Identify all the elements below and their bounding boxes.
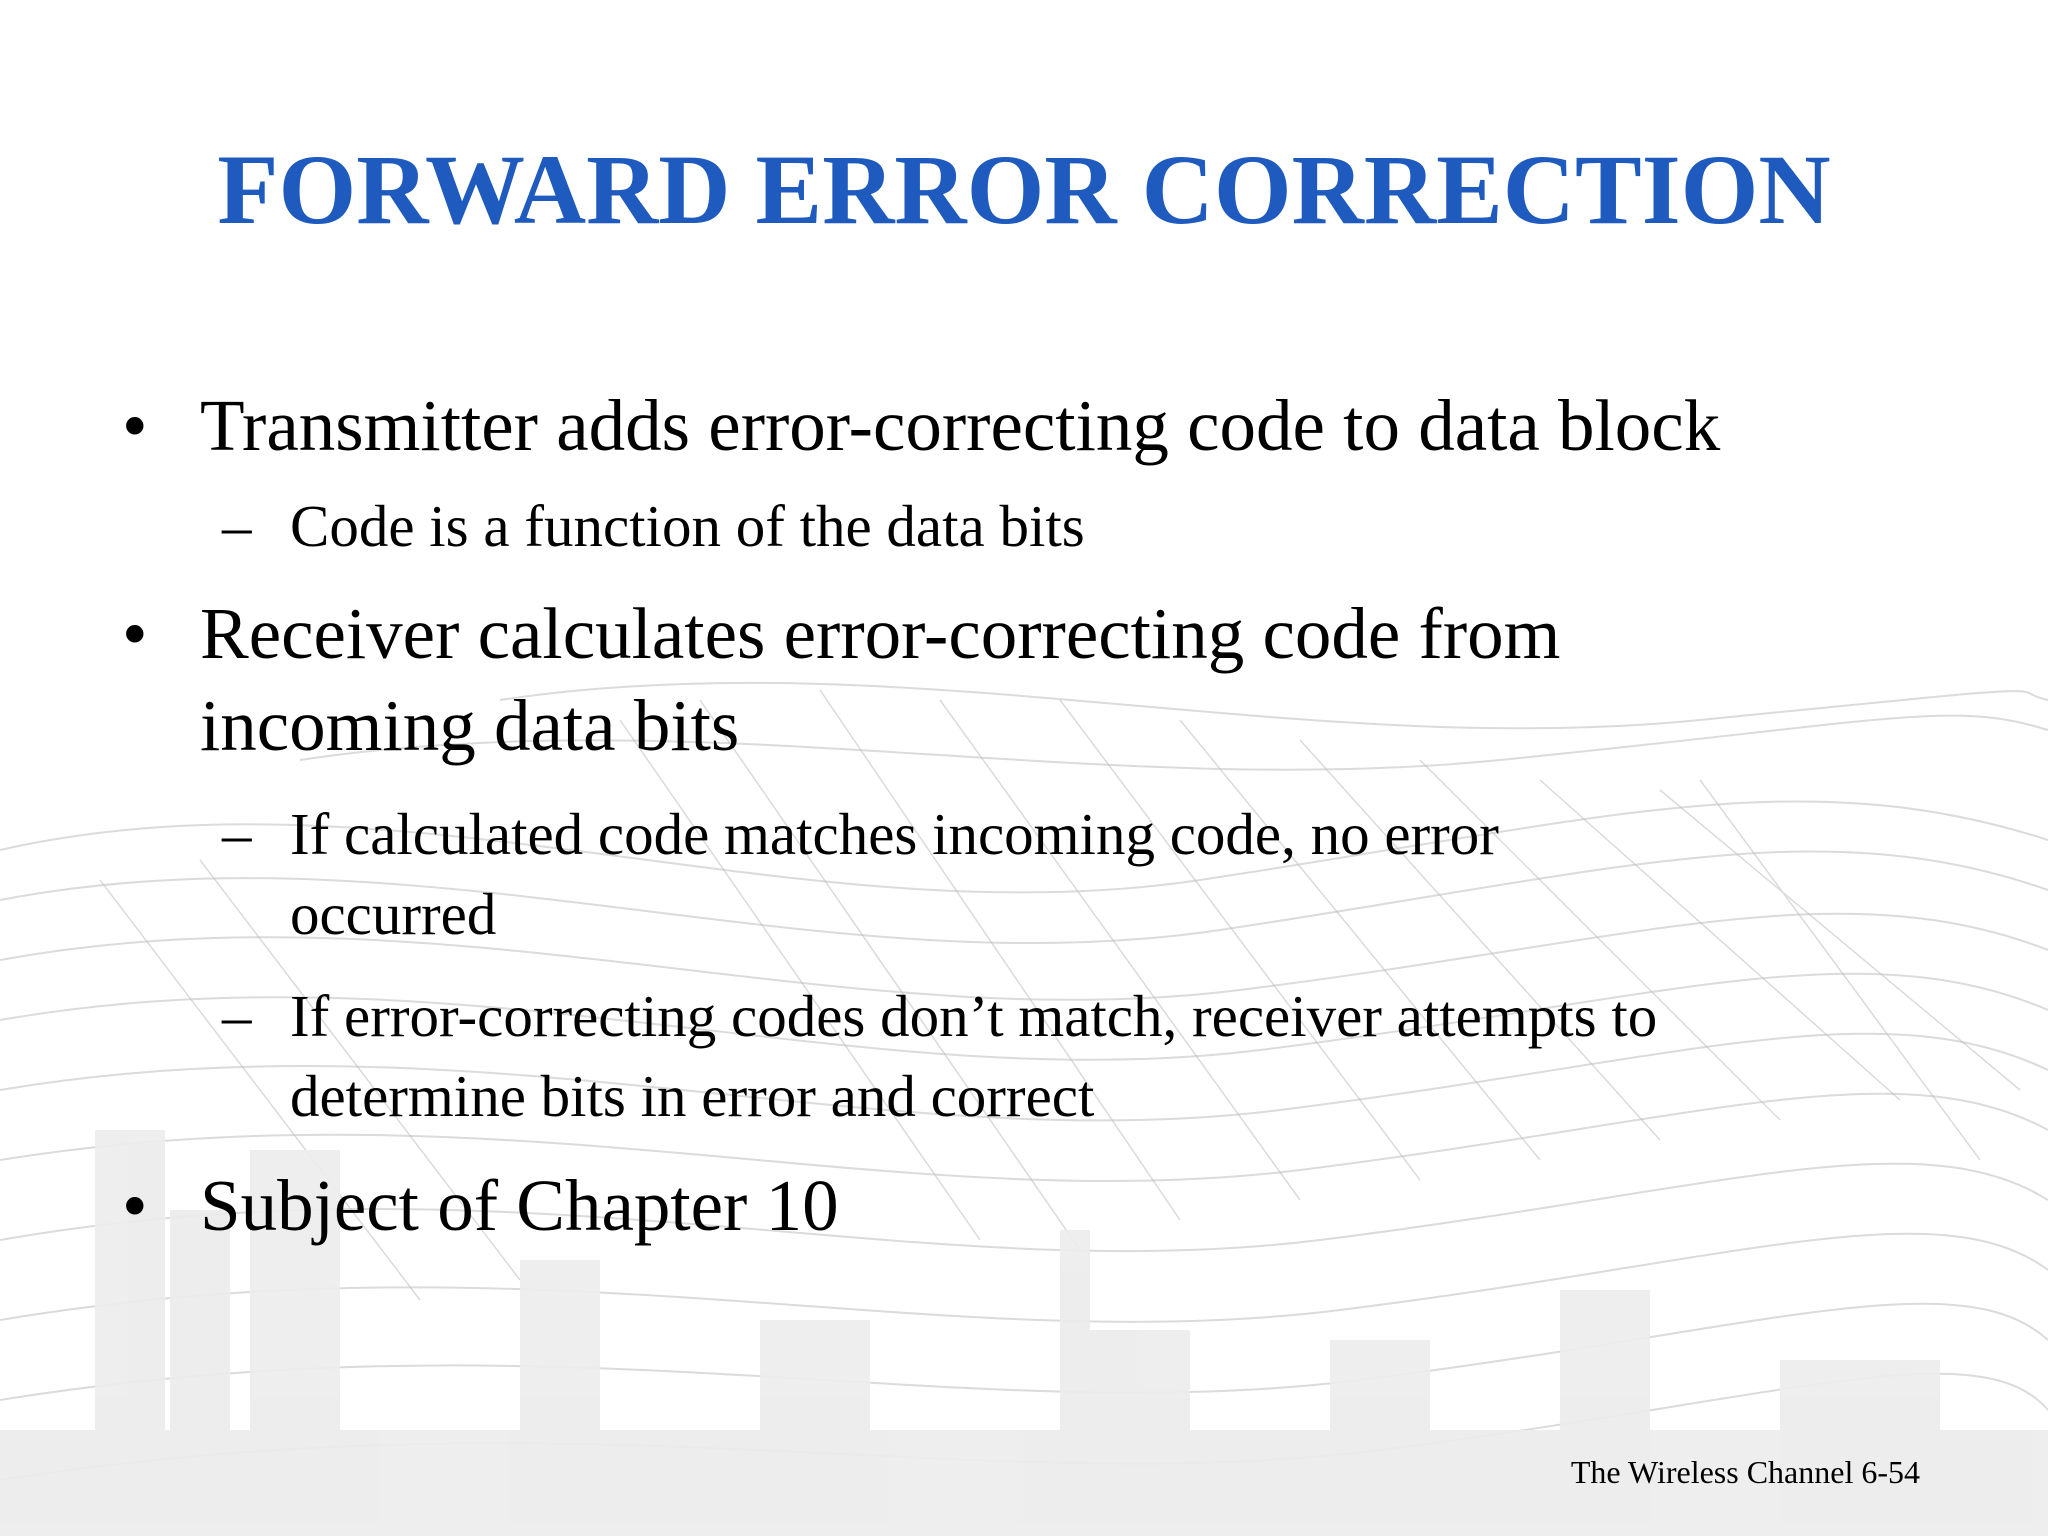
bullet-2-line-2: incoming data bits bbox=[200, 685, 740, 766]
sub-bullet-marker: – bbox=[222, 493, 252, 559]
sub-bullet-2-2-line-2: determine bits in error and correct bbox=[290, 1063, 1095, 1129]
sub-bullet-2-1-line-2: occurred bbox=[290, 881, 497, 947]
sub-bullet-1-1-line-1: Code is a function of the data bits bbox=[290, 493, 1085, 559]
slide-title: FORWARD ERROR CORRECTION bbox=[217, 134, 1831, 245]
bullet-marker: • bbox=[122, 385, 148, 466]
bullet-3-line-1: Subject of Chapter 10 bbox=[200, 1165, 839, 1246]
bullet-marker: • bbox=[122, 1165, 148, 1246]
bullet-marker: • bbox=[122, 593, 148, 674]
slide-footer: The Wireless Channel 6-54 bbox=[1570, 1454, 1920, 1490]
bullet-2-line-1: Receiver calculates error-correcting code from bbox=[200, 593, 1561, 674]
sub-bullet-2-1-line-1: If calculated code matches incoming code, no error bbox=[290, 801, 1499, 867]
sub-bullet-2-2-line-1: If error-correcting codes don’t match, receiver attempts to bbox=[290, 983, 1658, 1049]
sub-bullet-marker: – bbox=[222, 983, 252, 1049]
sub-bullet-marker: – bbox=[222, 801, 252, 867]
bullet-1-line-1: Transmitter adds error-correcting code to data block bbox=[200, 385, 1721, 466]
